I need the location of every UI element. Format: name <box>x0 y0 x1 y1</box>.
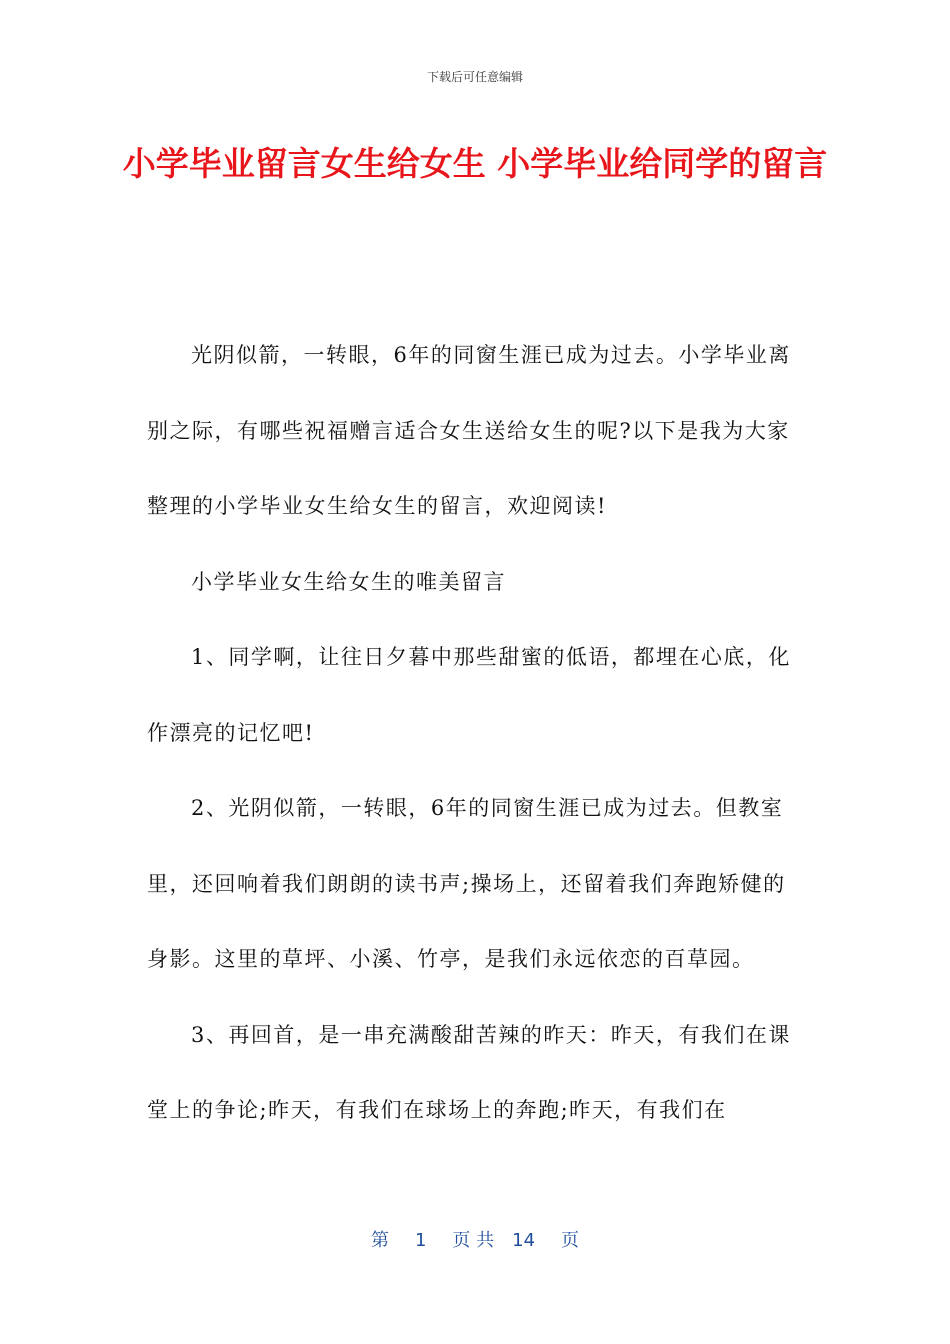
page-footer <box>0 1226 950 1252</box>
header-note: 下载后可任意编辑 <box>426 70 523 84</box>
intro-paragraph: 光阴似箭，一转眼，6年的同窗生涯已成为过去。小学毕业离别之际，有哪些祝福赠言适合女生送给女生的呢?以下是我为大家整理的小学毕业女生给女生的留言，欢迎阅读! <box>147 343 791 518</box>
section-heading: 小学毕业女生给女生的唯美留言 <box>191 569 506 594</box>
footer-total-pages: 14 <box>512 1230 536 1251</box>
message-item-1: 1、同学啊，让往日夕暮中那些甜蜜的低语，都埋在心底，化作漂亮的记忆吧! <box>147 645 791 745</box>
footer-middle: 页 共 <box>452 1230 495 1251</box>
footer-suffix: 页 <box>561 1230 580 1251</box>
message-item-2: 2、光阴似箭，一转眼，6年的同窗生涯已成为过去。但教室里，还回响着我们朗朗的读书声;操场上，还留着我们奔跑矫健的身影。这里的草坪、小溪、竹亭，是我们永远依恋的百草园。 <box>147 796 786 971</box>
message-item-3: 3、再回首，是一串充满酸甜苦辣的昨天：昨天，有我们在课堂上的争论;昨天，有我们在球场上的奔跑;昨天，有我们在 <box>147 1022 791 1122</box>
document-body <box>147 318 807 1149</box>
footer-prefix: 第 <box>370 1230 389 1251</box>
footer-page-number: 1 <box>414 1230 427 1251</box>
document-title: 小学毕业留言女生给女生 小学毕业给同学的留言 <box>122 144 828 183</box>
